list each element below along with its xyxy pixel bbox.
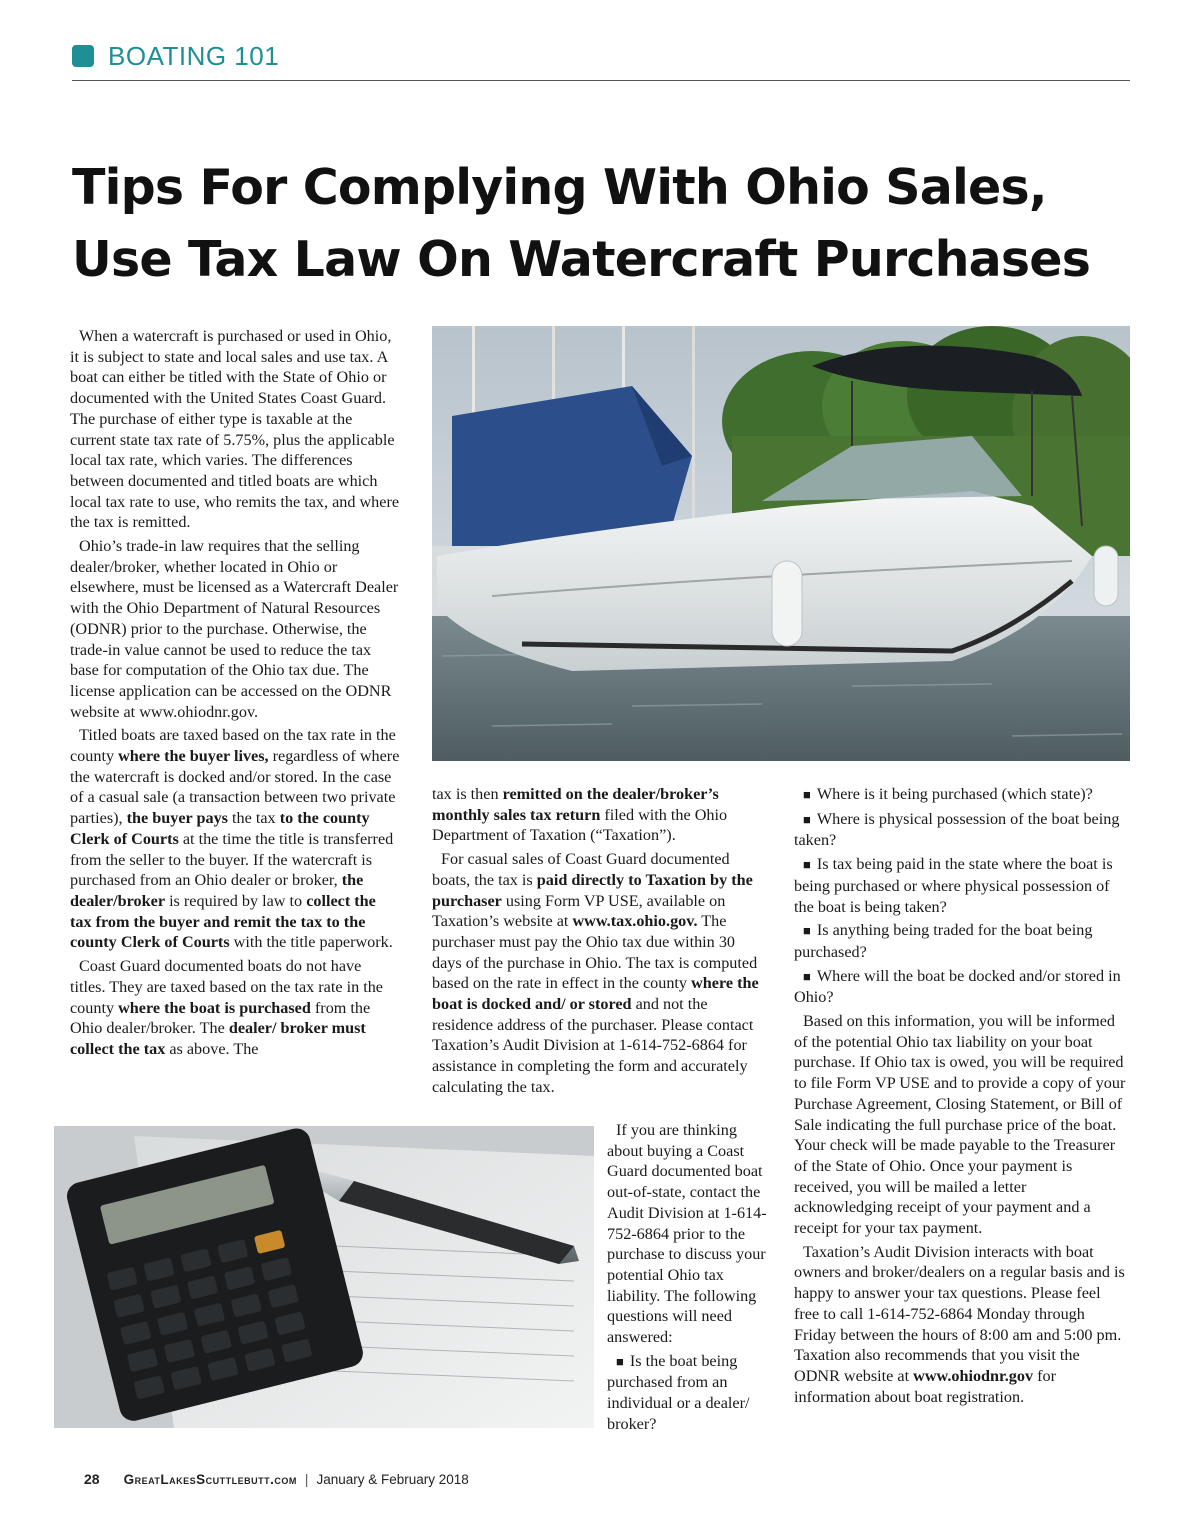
site-name: GreatLakesScuttlebutt.com [123,1472,297,1487]
article-column-3 [607,1120,767,1438]
section-label: BOATING 101 [108,41,280,71]
section-square-icon [72,45,94,67]
question-bullet: ■ Is anything being traded for the boat being purchased? [794,920,1128,962]
paragraph: If you are thinking about buying a Coast Guard documented boat out-of-state, contact the Audit Division at 1-614-752-6864 prior to the purchase to discuss your potential Ohio tax liability. The following questions will need answered: [607,1121,767,1347]
footer-separator: | [304,1472,309,1487]
question-bullet: ■ Is the boat being purchased from an individual or a dealer/ broker? [607,1351,767,1435]
article-column-4 [794,784,1128,1410]
page-footer [84,1469,784,1493]
headline-line-1: Tips For Complying With Ohio Sales, [72,159,1047,216]
paragraph: Titled boats are taxed based on the tax rate in the county where the buyer lives, regardless of where the watercraft is docked and/or stored. In the case of a casual sale (a transaction between two private parties), the buyer pays the tax to the county Clerk of Courts at the time the title is transferred from the seller to the buyer. If the watercraft is purchased from an Ohio dealer or broker, the dealer/broker is required by law to collect the tax from the buyer and remit the tax to the county Clerk of Courts with the title paperwork. [70,726,400,952]
question-bullet: ■ Is tax being paid in the state where the boat is being purchased or where physical possession of the boat is being taken? [794,854,1128,917]
question-bullet: ■ Where is physical possession of the boat being taken? [794,809,1128,851]
issue-date: January & February 2018 [316,1472,469,1487]
article-headline [72,152,1152,296]
paragraph: Based on this information, you will be informed of the potential Ohio tax liability on your boat purchase. If Ohio tax is owed, you will be required to file Form VP USE and to provide a copy of your Purchase Agreement, Closing Statement, or Bill of Sale indicating the full purchase price of the boat. Your check will be made payable to the Treasurer of the State of Ohio. Once your payment is received, you will be mailed a letter acknowledging receipt of your payment and a receipt for your tax payment. [794,1012,1126,1238]
paragraph: Ohio’s trade-in law requires that the selling dealer/broker, whether located in Ohio or elsewhere, must be licensed as a Watercraft Dealer with the Ohio Department of Natural Resources (ODNR) prior to the purchase. Otherwise, the trade-in value cannot be used to reduce the tax base for computation of the Ohio tax due. The license application can be accessed on the ODNR website at www.ohiodnr.gov. [70,537,399,721]
paragraph: tax is then remitted on the dealer/broker’s monthly sales tax return filed with the Ohio Department of Taxation (“Taxation”). [432,785,728,845]
article-column-1 [70,326,400,1063]
paragraph: Taxation’s Audit Division interacts with boat owners and broker/dealers on a regular basis and is happy to answer your tax questions. Please feel free to call 1-614-752-6864 Monday through Friday between the hours of 8:00 am and 5:00 pm. Taxation also recommends that you visit the ODNR website at www.ohiodnr.gov for information about boat registration. [794,1242,1125,1406]
article-column-2 [432,784,764,1101]
question-bullet: ■ Where will the boat be docked and/or stored in Ohio? [794,966,1128,1008]
section-header [72,40,1130,81]
boat-photo [432,326,1130,761]
calculator-photo [54,1126,594,1428]
paragraph: When a watercraft is purchased or used in Ohio, it is subject to state and local sales and use tax. A boat can either be titled with the State of Ohio or documented with the United States Coast Guard. The purchase of either type is taxable at the current state tax rate of 5.75%, plus the applicable local tax rate, which varies. The differences between documented and titled boats are which local tax rate to use, who remits the tax, and where the tax is remitted. [70,327,400,532]
question-bullet: ■ Where is it being purchased (which state)? [794,784,1128,806]
page-number: 28 [84,1471,100,1487]
paragraph: Coast Guard documented boats do not have titles. They are taxed based on the tax rate in the county where the boat is purchased from the Ohio dealer/broker. The dealer/ broker must collect the tax as above. The [70,957,383,1058]
paragraph: For casual sales of Coast Guard documented boats, the tax is paid directly to Taxation by the purchaser using Form VP USE, available on Taxation’s website at www.tax.ohio.gov. The purchaser must pay the Ohio tax due within 30 days of the purchase in Ohio. The tax is computed based on the rate in effect in the county where the boat is docked and/ or stored and not the residence address of the purchaser. Please contact Taxation’s Audit Division at 1-614-752-6864 for assistance in completing the form and accurately calculating the tax. [432,850,759,1096]
headline-line-2: Use Tax Law On Watercraft Purchases [72,231,1091,288]
